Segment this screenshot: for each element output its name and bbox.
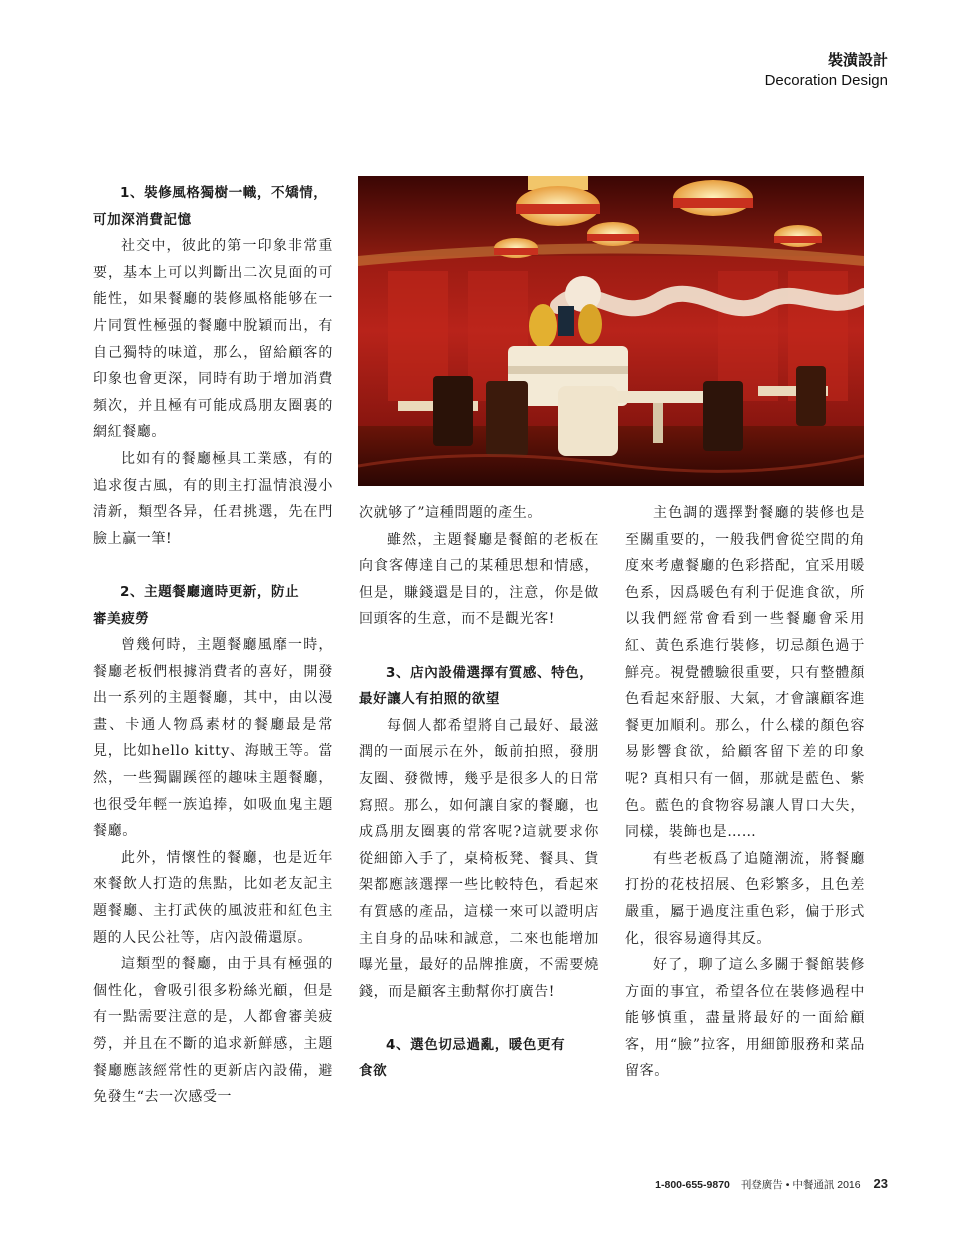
heading-4 — [359, 1032, 599, 1085]
section-header — [765, 50, 888, 92]
article-column-1 — [93, 180, 333, 1111]
section-subtitle: Decoration Design — [764, 72, 888, 89]
paragraph: 社交中，彼此的第一印象非常重要，基本上可以判斷出二次見面的可能性，如果餐廳的裝修風格能够在一片同質性極强的餐廳中脫穎而出，有自己獨特的味道，那么，留給顧客的印象也會更深，同時有助于增加消費頻次，并且極有可能成爲朋友圈裏的網紅餐廳。 — [93, 238, 333, 441]
heading-2 — [93, 579, 333, 632]
page-footer — [655, 1176, 888, 1192]
footer-publication: 刊登廣告 • 中餐通訊 2016 — [740, 1179, 861, 1191]
paragraph: 這類型的餐廳，由于具有極强的個性化，會吸引很多粉絲光顧，但是有一點需要注意的是，人都會審美疲勞，并且在不斷的追求新鮮感，主題餐廳應該經常性的更新店內設備，避免發生“去一次感受一 — [93, 956, 333, 1106]
restaurant-interior-photo — [358, 176, 864, 486]
heading-1-line-1: 1、裝修風格獨樹一幟，不矯情， — [120, 185, 328, 201]
paragraph: 好了，聊了這么多關于餐館裝修方面的事宜，希望各位在裝修過程中能够慎重，盡量將最好的一面給顧客，用“臉”拉客，用細節服務和菜品留客。 — [625, 957, 865, 1080]
paragraph: 曾幾何時，主題餐廳風靡一時，餐廳老板們根據消費者的喜好，開發出一系列的主題餐廳，其中，由以漫畫、卡通人物爲素材的餐廳最是常見，比如hello kitty、海賊王等。當然，一些獨闢蹊徑的趣味主題餐廳，也很受年輕一族追捧，如吸血鬼主題餐廳。 — [93, 637, 333, 840]
paragraph-continuation: 次就够了”這種問題的產生。 — [359, 505, 542, 521]
heading-2-line-2: 審美疲勞 — [93, 610, 150, 627]
paragraph: 主色調的選擇對餐廳的裝修也是至關重要的，一般我們會從空間的角度來考慮餐廳的色彩搭配，宜采用暖色系，因爲暖色有利于促進食欲，所以我們經常會看到一些餐廳會采用紅、黃色系進行裝修，切忌顏色過于鮮亮。視覺體驗很重要，只有整體顏色看起來舒服、大氣，才會讓顧客進餐更加順利。那么，什么樣的顏色容易影響食欲，給顧客留下差的印象呢? 真相只有一個，那就是藍色、紫色。藍色的食物容易讓人胃口大失，同樣，裝飾也是…… — [625, 505, 865, 841]
heading-1 — [93, 180, 333, 233]
section-title: 裝潢設計 — [827, 51, 888, 69]
paragraph: 比如有的餐廳極具工業感，有的追求復古風，有的則主打温情浪漫小清新，類型各异，任君挑選，先在門臉上贏一筆! — [93, 450, 333, 547]
paragraph: 雖然，主題餐廳是餐館的老板在向食客傳達自己的某種思想和情感，但是，賺錢還是目的，注意，你是做回頭客的生意，而不是觀光客! — [359, 531, 599, 628]
footer-phone: 1-800-655-9870 — [655, 1179, 730, 1191]
article-column-2 — [359, 500, 599, 1085]
page-number: 23 — [873, 1176, 888, 1191]
paragraph: 每個人都希望將自己最好、最滋潤的一面展示在外，飯前拍照，發朋友圈、發微博，幾乎是很多人的日常寫照。那么，如何讓自家的餐廳，也成爲朋友圈裏的常客呢?這就要求你從細節入手了，桌椅板凳、餐具、貨架都應該選擇一些比較特色，看起來有質感的產品，這樣一來可以證明店主自身的品味和誠意，二來也能增加曝光量，最好的品牌推廣，不需要燒錢，而是顧客主動幫你打廣告! — [359, 717, 599, 1000]
heading-1-line-2: 可加深消費記憶 — [93, 211, 192, 228]
heading-4-line-2: 食欲 — [359, 1063, 388, 1080]
restaurant-interior-illustration — [358, 176, 864, 486]
heading-4-line-1: 4、選色切忌過亂，暖色更有 — [386, 1036, 566, 1053]
heading-3-line-2: 最好讓人有拍照的欲望 — [359, 691, 500, 708]
heading-3-line-1: 3、店內設備選擇有質感、特色， — [386, 664, 594, 681]
paragraph: 有些老板爲了追隨潮流，將餐廳打扮的花枝招展、色彩繁多，且色差嚴重，屬于過度注重色彩，偏于形式化，很容易適得其反。 — [625, 850, 865, 947]
article-column-3 — [625, 500, 865, 1085]
heading-2-line-1: 2、主題餐廳適時更新，防止 — [120, 583, 300, 600]
paragraph: 此外，情懷性的餐廳，也是近年來餐飲人打造的焦點，比如老友記主題餐廳、主打武俠的風波莊和紅色主題的人民公社等，店內設備還原。 — [93, 849, 333, 946]
heading-3 — [359, 660, 599, 713]
